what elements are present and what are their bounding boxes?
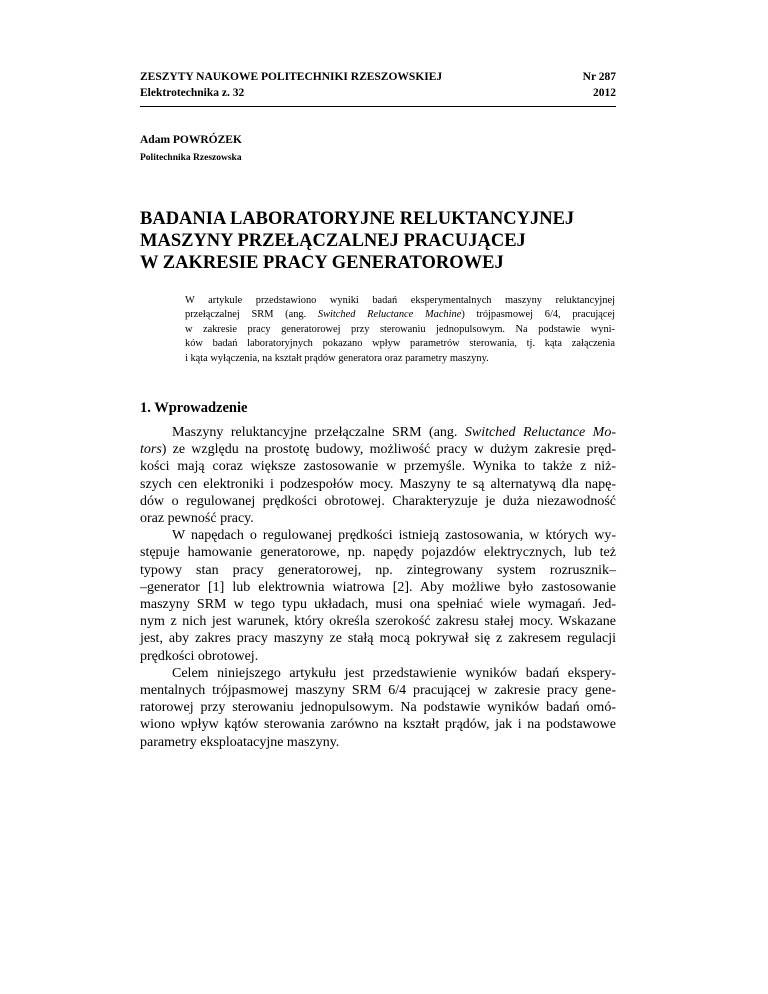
body-line: W napędach o regulowanej prędkości istnieją zastosowania, w których wy- xyxy=(172,528,616,544)
publication-year: 2012 xyxy=(593,87,616,99)
title-line-1: BADANIA LABORATORYJNE RELUKTANCYJNEJ xyxy=(140,209,575,229)
abstract-line: ków badań laboratoryjnych pokazano wpływ parametrów sterowania, tj. kąta załączenia xyxy=(185,338,615,350)
body-line: dów o regulowanej prędkości obrotowej. Charakteryzuje je duża niezawodność xyxy=(140,493,616,509)
paper-title xyxy=(140,208,616,274)
journal-name: ZESZYTY NAUKOWE POLITECHNIKI RZESZOWSKIEJ xyxy=(140,71,443,83)
body-line: mentalnych trójpasmowej maszyny SRM 6/4 pracującej w zakresie pracy gene- xyxy=(140,683,616,699)
body-italic-term: tors xyxy=(140,442,162,458)
body-line xyxy=(140,424,616,441)
title-line-3: W ZAKRESIE PRACY GENERATOROWEJ xyxy=(140,253,504,273)
body-line: jest, aby zakres pracy maszyny ze stałą mocą pokrywał się z zakresem regulacji xyxy=(140,631,616,647)
abstract xyxy=(185,294,615,366)
body-line: typowy stan pracy generatorowej, np. zintegrowany system rozrusznik– xyxy=(140,562,616,578)
section-heading: 1. Wprowadzenie xyxy=(140,400,248,416)
abstract-text: przełączalnej SRM (ang. xyxy=(185,309,318,321)
abstract-line: w zakresie pracy generatorowej przy sterowaniu jednopulsowym. Na podstawie wyni- xyxy=(185,323,615,335)
header-row-2 xyxy=(140,85,616,101)
series-name: Elektrotechnika z. 32 xyxy=(140,87,245,99)
section-body xyxy=(140,424,616,751)
body-text: ) ze względu na prostotę budowy, możliwość pracy w dużym zakresie pręd- xyxy=(161,442,616,458)
abstract-line: W artykule przedstawiono wyniki badań eksperymentalnych maszyny reluktancyjnej xyxy=(185,295,615,306)
journal-header xyxy=(140,69,616,101)
body-line: wiono wpływ kątów sterowania zarówno na kształt prądów, jak i na podstawowe xyxy=(140,717,616,733)
body-line: stępuje hamowanie generatorowe, np. napędy pojazdów elektrycznych, lub też xyxy=(140,545,616,561)
body-line: oraz pewność pracy. xyxy=(140,511,254,527)
body-line: maszyny SRM w tego typu układach, musi ona spełniać wiele wymagań. Jed- xyxy=(140,597,616,613)
body-line: ratorowej przy sterowaniu jednopulsowym. Na podstawie wyników badań omó- xyxy=(140,700,616,716)
body-line: –generator [1] lub elektrownia wiatrowa [2]. Aby możliwe było zastosowanie xyxy=(140,579,616,595)
abstract-line xyxy=(185,308,615,322)
body-line: parametry eksploatacyjne maszyny. xyxy=(140,734,340,750)
abstract-italic-term: Switched Reluctance Machine xyxy=(317,309,462,321)
abstract-line: i kąta wyłączenia, na kształt prądów generatora oraz parametry maszyny. xyxy=(185,352,489,364)
body-line: kości mają coraz większe zastosowanie w przemyśle. Wynika to także z niż- xyxy=(140,459,616,475)
body-line xyxy=(140,441,616,458)
author-name: Adam POWRÓZEK xyxy=(140,134,242,146)
body-italic-term: Switched Reluctance Mo- xyxy=(464,425,616,440)
header-divider xyxy=(140,106,616,107)
body-line: nym z nich jest warunek, który określa szerokość zakresu stałej mocy. Wskazane xyxy=(140,614,616,630)
body-line: szych cen elektroniki i podzespołów mocy. Maszyny te są alternatywą dla napę- xyxy=(140,476,616,492)
body-line: Celem niniejszego artykułu jest przedstawienie wyników badań ekspery- xyxy=(172,665,616,681)
body-text: Maszyny reluktancyjne przełączalne SRM (ang. xyxy=(172,425,465,440)
issue-number: Nr 287 xyxy=(582,71,616,83)
body-line: prędkości obrotowej. xyxy=(140,648,259,664)
author-affiliation: Politechnika Rzeszowska xyxy=(140,153,242,163)
header-row-1 xyxy=(140,69,616,85)
title-line-2: MASZYNY PRZEŁĄCZALNEJ PRACUJĄCEJ xyxy=(140,231,526,251)
abstract-text: ) trójpasmowej 6/4, pracującej xyxy=(461,309,615,321)
